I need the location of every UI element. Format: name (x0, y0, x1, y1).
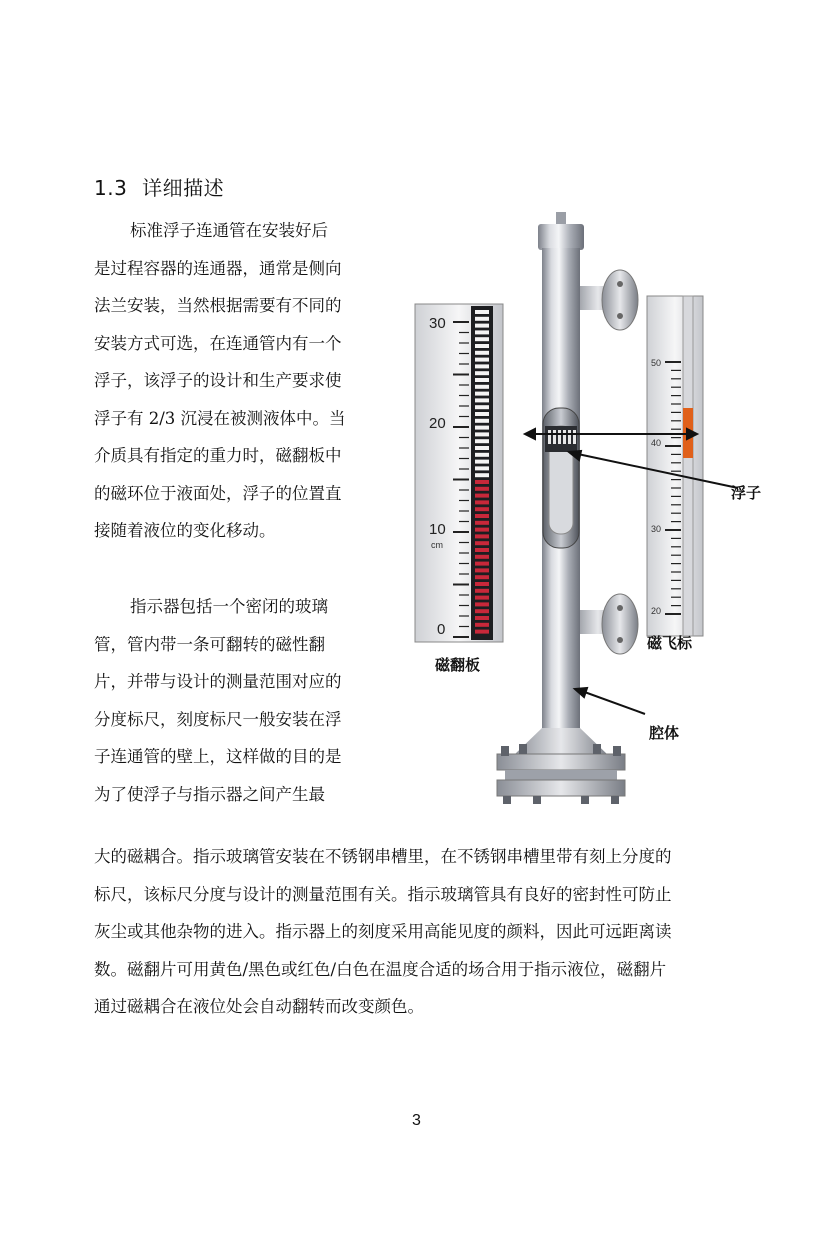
flap-cell (475, 582, 489, 586)
text-line: 浮子有 2/3 沉浸在被测液体中。当 (94, 408, 346, 428)
text-line: 数。磁翻片可用黄色/黑色或红色/白色在温度合适的场合用于指示液位，磁翻片 (94, 959, 667, 979)
flap-cell (475, 337, 489, 341)
flap-cell (475, 432, 489, 436)
flap-cell (475, 364, 489, 368)
text-line: 管，管内带一条可翻转的磁性翻 (94, 634, 325, 654)
flap-cell (475, 466, 489, 470)
flap-cell (475, 398, 489, 402)
text-line: 浮子，该浮子的设计和生产要求使 (94, 371, 342, 390)
text-line: 灰尘或其他杂物的进入。指示器上的刻度采用高能见度的颜料，因此可远距离读 (94, 922, 672, 941)
text-line: 是过程容器的连通器，通常是侧向 (94, 258, 342, 278)
flap-cell (475, 330, 489, 334)
float-scale-tick-label: 20 (651, 606, 662, 616)
flap-panel (415, 304, 503, 642)
flap-cell (475, 521, 489, 525)
text-line: 介质具有指定的重力时，磁翻板中 (94, 446, 342, 465)
flap-tick-label: 30 (429, 315, 446, 332)
text-line: 指示器包括一个密闭的玻璃 (130, 597, 328, 616)
bottom-flange (497, 728, 625, 804)
page-number: 3 (412, 1112, 421, 1129)
flap-cell (475, 609, 489, 613)
text-line: 片，并带与设计的测量范围对应的 (94, 672, 342, 691)
float-scale-tick-label: 50 (651, 358, 662, 368)
upper-side-flange (573, 270, 638, 330)
float-label: 浮子 (731, 484, 762, 502)
flap-cell (475, 630, 489, 634)
flap-cell (475, 351, 489, 355)
flap-cell (475, 324, 489, 328)
flap-cell (475, 453, 489, 457)
flap-cell (475, 460, 489, 464)
flap-cell (475, 344, 489, 348)
flap-cell (475, 446, 489, 450)
text-line: 接随着液位的变化移动。 (94, 521, 276, 540)
flap-cell (475, 589, 489, 593)
text-line: 分度标尺，刻度标尺一般安装在浮 (94, 709, 342, 729)
flap-unit-label: cm (431, 540, 443, 550)
text-line: 为了使浮子与指示器之间产生最 (94, 784, 325, 804)
paragraph-2 (94, 588, 342, 813)
paragraph-1 (94, 212, 346, 550)
float-scale-tick-label: 30 (651, 524, 662, 534)
text-line: 标准浮子连通管在安装好后 (130, 221, 328, 240)
text-line: 安装方式可选，在连通管内有一个 (94, 333, 342, 353)
flap-cell (475, 500, 489, 504)
flap-cell (475, 568, 489, 572)
flap-tick-label: 0 (437, 621, 446, 638)
float-scale (647, 296, 703, 636)
text-line: 的磁环位于液面处，浮子的位置直 (94, 483, 342, 503)
flap-cell (475, 548, 489, 552)
flap-panel-label: 磁翻板 (435, 656, 481, 674)
flap-cell (475, 385, 489, 389)
section-number: 1.3 (94, 176, 128, 200)
flap-cell (475, 317, 489, 321)
flap-cell (475, 507, 489, 511)
flap-cell (475, 602, 489, 606)
text-line: 大的磁耦合。指示玻璃管安装在不锈钢串槽里，在不锈钢串槽里带有刻上分度的 (94, 847, 672, 866)
flap-cell (475, 616, 489, 620)
flap-cell (475, 541, 489, 545)
flap-tick-label: 10 (429, 521, 446, 538)
text-line: 法兰安装，当然根据需要有不同的 (94, 296, 342, 315)
flap-cell (475, 575, 489, 579)
text-line: 子连通管的壁上，这样做的目的是 (94, 747, 342, 766)
flap-cell (475, 392, 489, 396)
flap-cell (475, 487, 489, 491)
flap-cell (475, 514, 489, 518)
flap-cell (475, 596, 489, 600)
flap-cell (475, 358, 489, 362)
flap-cell (475, 555, 489, 559)
flap-cell (475, 412, 489, 416)
flap-cell (475, 426, 489, 430)
flap-cell (475, 405, 489, 409)
flap-cell (475, 534, 489, 538)
float-window (543, 408, 579, 548)
flap-cell (475, 378, 489, 382)
section-title: 详细描述 (142, 176, 225, 200)
text-line: 标尺，该标尺分度与设计的测量范围有关。指示玻璃管具有良好的密封性可防止 (94, 884, 672, 904)
flap-cell (475, 473, 489, 477)
flap-cell (475, 528, 489, 532)
chamber-pointer-arrow (575, 688, 645, 714)
level-gauge-figure (393, 208, 783, 822)
flap-cell (475, 439, 489, 443)
flap-cell (475, 371, 489, 375)
text-line: 通过磁耦合在液位处会自动翻转而改变颜色。 (94, 997, 424, 1016)
flap-cell (475, 494, 489, 498)
float-scale-tick-label: 40 (651, 438, 662, 448)
section-heading (94, 172, 224, 201)
flap-cell (475, 419, 489, 423)
lower-side-flange (573, 594, 638, 654)
float-scale-label: 磁飞标 (647, 634, 693, 652)
flap-cell (475, 623, 489, 627)
chamber-label: 腔体 (649, 724, 680, 742)
flap-cell (475, 562, 489, 566)
flap-cell (475, 480, 489, 484)
flap-tick-label: 20 (429, 415, 446, 432)
paragraph-3 (94, 838, 672, 1026)
flap-cell (475, 310, 489, 314)
